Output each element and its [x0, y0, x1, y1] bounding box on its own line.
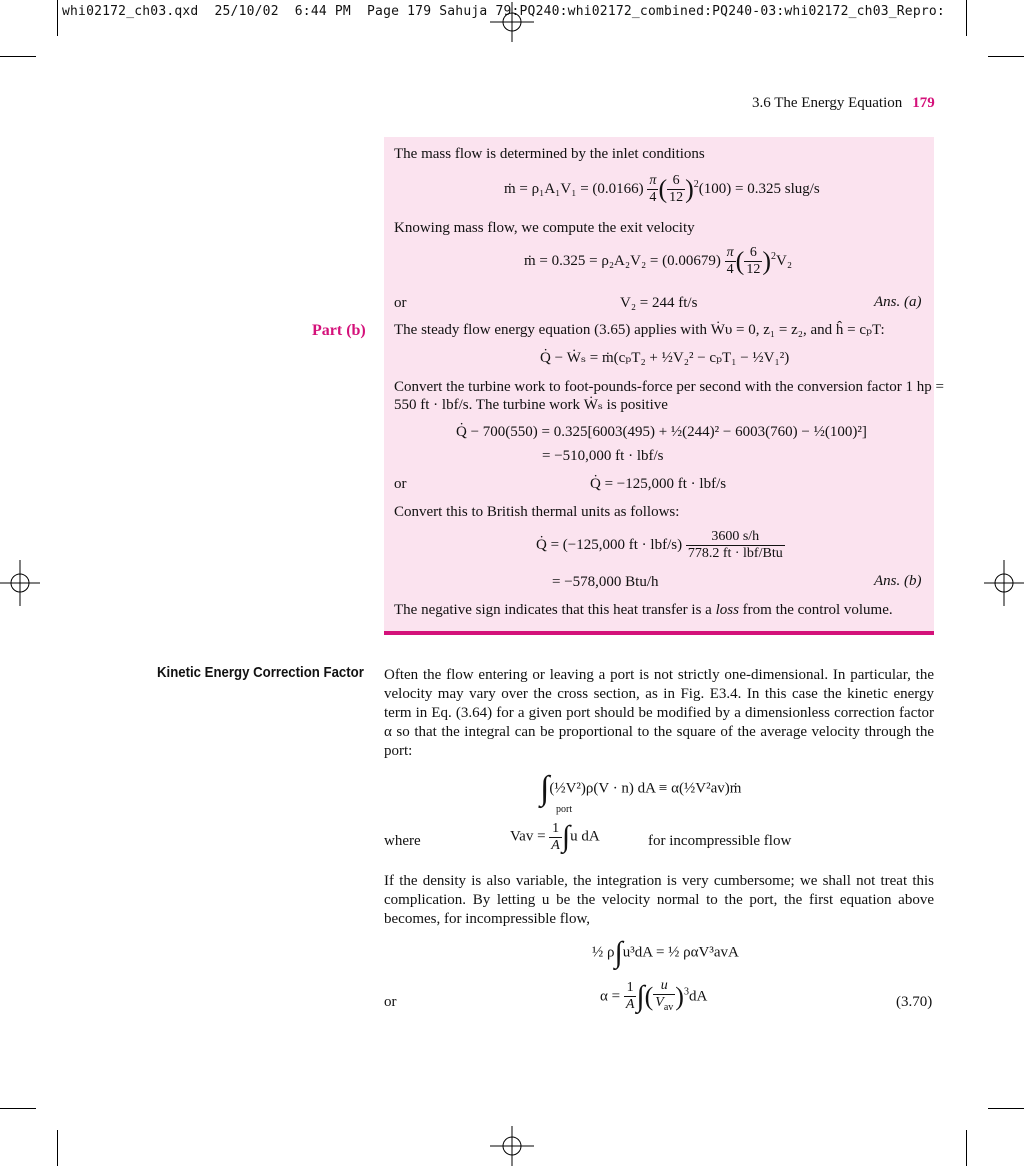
equation-btu-conversion: [536, 529, 785, 562]
or-label-1: or: [394, 295, 407, 311]
registration-mark-top: [490, 2, 534, 46]
equation-v2-result: V₂ = 244 ft/s: [620, 295, 698, 311]
section-paragraph-1: Often the flow entering or leaving a port is not strictly one-dimensional. In particular, the velocity may vary over the cross section, as in Fig. E3.4. In this case the kinetic energy term in Eq. (3.64) for a given port should be modified by a dimensionless correction factor α so that the integral can be proportional to the square of the average velocity through the port:: [384, 667, 934, 759]
equation-steady-flow-energy: Q̇ − Ẇₛ = ṁ(cₚT₂ + ½V₂² − cₚT₁ − ½V₁²): [540, 350, 790, 366]
eq1-lhs: ṁ = ρ₁A₁V₁ = (0.0166): [504, 180, 644, 197]
box-paragraph-2: Knowing mass flow, we compute the exit velocity: [394, 220, 695, 236]
section-paragraph-2: If the density is also variable, the integration is very cumbersome; we shall not treat this complication. By letting u be the velocity normal to the port, the first equation above becomes, for incompressible flow,: [384, 873, 934, 927]
box-paragraph-1: The mass flow is determined by the inlet conditions: [394, 146, 705, 162]
p6-emphasis: loss: [715, 602, 739, 618]
eq2-rhs: V₂: [775, 252, 793, 269]
fraction-6-over-12: $\frac{6}{12}$: [669, 173, 684, 205]
equation-heat-balance-result: = −510,000 ft · lbf/s: [542, 448, 664, 464]
equation-mass-flow: ṁ = ρ₁A₁V₁ = (0.0166) $\frac{\pi}{4}$ ( $\frac{6}{12}$ )$^2$(100) = 0.325 slug/s: [504, 173, 820, 205]
p6-post: from the control volume.: [738, 602, 893, 618]
eq11-rhs: u³dA = ½ ραV³avA: [622, 944, 739, 961]
example-solution-box: [384, 137, 944, 635]
registration-mark-bottom: [490, 1124, 534, 1166]
box-paragraph-5: Convert this to British thermal units as follows:: [394, 504, 680, 520]
eq9-body: (½V²)ρ(V · n) dA ≡ α(½V²av)ṁ: [549, 780, 742, 797]
equation-number: (3.70): [896, 994, 933, 1010]
equation-average-velocity: Vav = $\frac{1}{A}$ ∫u dA: [510, 820, 600, 853]
eq7-denominator: 778.2 ft · lbf/Btu: [687, 546, 783, 561]
eq2-lhs: ṁ = 0.325 = ρ₂A₂V₂ = (0.00679): [524, 252, 721, 269]
where-label: where: [384, 833, 421, 849]
header-section-title: 3.6 The Energy Equation: [752, 95, 903, 111]
or-label-2: or: [394, 476, 407, 492]
box-paragraph-4b: 550 ft · lbf/s. The turbine work Ẇₛ is positive: [394, 397, 668, 413]
eq7-numerator: 3600 s/h: [686, 529, 785, 546]
equation-ke-integral: ∫(½V²)ρ(V · n) dA ≡ α(½V²av)ṁ: [540, 770, 742, 807]
answer-b-label: Ans. (b): [874, 573, 922, 589]
box-paragraph-6: [394, 601, 893, 620]
running-header: [752, 95, 935, 112]
section-heading: Kinetic Energy Correction Factor: [157, 664, 364, 681]
fraction-1-over-a-b: $\frac{1}{A}$: [625, 980, 635, 1013]
box-paragraph-4a: Convert the turbine work to foot-pounds-force per second with the conversion factor 1 hp =: [394, 379, 944, 395]
incompressible-note: for incompressible flow: [648, 833, 792, 849]
fraction-u-over-vav: $\frac{u}{V_{av}}$: [655, 978, 674, 1013]
fraction-pi-over-4: $\frac{\pi}{4}$: [649, 173, 657, 205]
fraction-6-over-12-b: $\frac{6}{12}$: [746, 245, 761, 277]
answer-a-label: Ans. (a): [874, 294, 922, 310]
equation-exit-velocity: ṁ = 0.325 = ρ₂A₂V₂ = (0.00679) $\frac{\pi}{4}$ ( $\frac{6}{12}$ )$^2$V₂: [524, 245, 793, 277]
registration-mark-right: [984, 560, 1024, 606]
registration-mark-left: [0, 560, 40, 606]
fraction-conversion: [686, 529, 785, 562]
printer-slug: whi02172_ch03.qxd 25/10/02 6:44 PM Page 179 Sahuja 79:PQ240:whi02172_combined:PQ240-03:whi02172_ch03_Repro:: [62, 4, 945, 19]
or-label-3: or: [384, 994, 397, 1010]
part-b-label: Part (b): [312, 322, 366, 339]
eq11-lhs: ½ ρ: [592, 944, 615, 961]
integral-subscript-port: port: [556, 804, 573, 815]
p6-pre: The negative sign indicates that this heat transfer is a: [394, 602, 716, 618]
eq7-lhs: Q̇ = (−125,000 ft · lbf/s): [536, 536, 683, 553]
fraction-pi-over-4-b: $\frac{\pi}{4}$: [726, 245, 734, 277]
equation-incompressible-integral: ½ ρ∫u³dA = ½ ραV³avA: [592, 936, 739, 969]
box-paragraph-3: The steady flow energy equation (3.65) applies with Ẇυ = 0, z₁ = z₂, and ĥ = cₚT:: [394, 322, 885, 338]
eq12-rhs: dA: [688, 988, 708, 1005]
equation-heat-rate: Q̇ = −125,000 ft · lbf/s: [590, 476, 727, 492]
page-number: 179: [912, 95, 935, 111]
eq10-lhs: Vav =: [510, 828, 546, 845]
eq12-lhs: α =: [600, 988, 621, 1005]
equation-btu-result: = −578,000 Btu/h: [552, 574, 659, 590]
fraction-1-over-a: $\frac{1}{A}$: [551, 820, 560, 853]
equation-alpha-definition: α = $\frac{1}{A}$ ∫( $\frac{u}{V_{av}}$ )$^3$dA: [600, 978, 707, 1016]
eq1-rhs: (100) = 0.325 slug/s: [698, 180, 820, 197]
equation-heat-balance: Q̇ − 700(550) = 0.325[6003(495) + ½(244)² − 6003(760) − ½(100)²]: [456, 424, 867, 440]
eq10-rhs: u dA: [570, 828, 600, 845]
